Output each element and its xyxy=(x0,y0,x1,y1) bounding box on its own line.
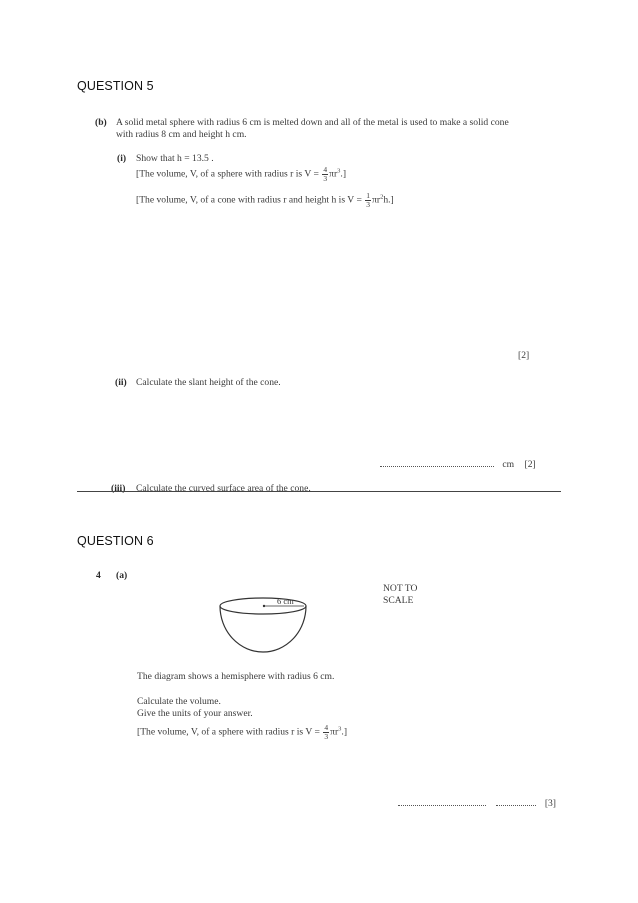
q6-sphere-volume-hint xyxy=(137,724,347,741)
hint-sphere-exponent: 3 xyxy=(337,167,341,175)
q6-answer-line xyxy=(398,798,556,809)
fraction-numerator: 1 xyxy=(366,191,371,200)
q6-marks: [3] xyxy=(544,798,556,809)
hemisphere-diagram xyxy=(215,595,315,659)
question-5-title: QUESTION 5 xyxy=(77,79,154,93)
hint-exponent: 3 xyxy=(338,725,342,733)
question-6-title: QUESTION 6 xyxy=(77,534,154,548)
hemisphere-bowl xyxy=(220,606,306,652)
hint-cone-end: h.] xyxy=(383,194,394,206)
hint-end: .] xyxy=(341,726,348,738)
fraction-numerator: 4 xyxy=(323,165,328,174)
diagram-description: The diagram shows a hemisphere with radius 6 cm. xyxy=(137,671,335,682)
part-i-text: Show that h = 13.5 . xyxy=(136,153,214,164)
fraction-one-third xyxy=(365,192,371,209)
fraction-denominator: 3 xyxy=(366,200,371,209)
part-iii-text: Calculate the curved surface area of the cone. xyxy=(136,483,311,494)
sphere-volume-hint xyxy=(136,166,346,183)
hint-cone-text: [The volume, V, of a cone with radius r and height h is V = xyxy=(136,194,362,206)
part-i-label: (i) xyxy=(117,153,127,164)
fraction-four-thirds xyxy=(323,724,329,741)
fraction-numerator: 4 xyxy=(324,723,329,732)
part-i-marks: [2] xyxy=(518,350,530,361)
fraction-four-thirds xyxy=(322,166,328,183)
answer-dotted-line[interactable] xyxy=(398,799,486,806)
calculate-volume-text: Calculate the volume. xyxy=(137,696,221,707)
part-ii-marks: [2] xyxy=(524,459,536,470)
centre-point xyxy=(263,605,265,607)
section-divider xyxy=(77,491,561,492)
part-a-label: (a) xyxy=(116,570,128,581)
answer-unit: cm xyxy=(502,459,515,470)
hint-cone-pi-r: πr xyxy=(372,194,381,206)
hint-cone-exponent: 2 xyxy=(380,193,384,201)
units-instruction: Give the units of your answer. xyxy=(137,708,253,719)
part-b-text-line2: with radius 8 cm and height h cm. xyxy=(116,129,247,140)
radius-label: 6 cm xyxy=(277,596,294,606)
part-ii-answer-line xyxy=(380,459,536,470)
part-b-label: (b) xyxy=(95,117,107,128)
cone-volume-hint xyxy=(136,192,394,209)
part-iii-label: (iii) xyxy=(111,483,126,494)
hint-pi-r: πr xyxy=(330,726,339,738)
part-b-text-line1: A solid metal sphere with radius 6 cm is melted down and all of the metal is used to make a solid cone xyxy=(116,117,509,128)
hint-sphere-text: [The volume, V, of a sphere with radius r is V = xyxy=(136,168,319,180)
answer-dotted-line[interactable] xyxy=(380,460,494,467)
question-number: 4 xyxy=(96,570,101,581)
fraction-denominator: 3 xyxy=(324,732,329,741)
hint-sphere-pi-r: πr xyxy=(329,168,338,180)
units-dotted-line[interactable] xyxy=(496,799,536,806)
part-ii-label: (ii) xyxy=(115,377,127,388)
hint-sphere-end: .] xyxy=(340,168,347,180)
not-to-label: NOT TO xyxy=(383,583,418,594)
fraction-denominator: 3 xyxy=(323,174,328,183)
scale-label: SCALE xyxy=(383,595,414,606)
hint-text: [The volume, V, of a sphere with radius r is V = xyxy=(137,726,320,738)
part-ii-text: Calculate the slant height of the cone. xyxy=(136,377,281,388)
